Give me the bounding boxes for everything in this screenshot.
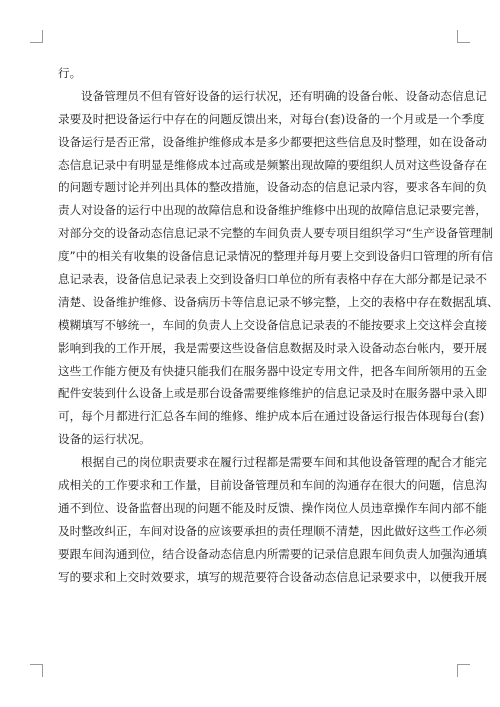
text-line: 根据自己的岗位职责要求在履行过程都是需要车间和其他设备管理的配合才能完: [81, 455, 487, 470]
text-line: 配件安装到什么设备上或是那台设备需要维修维护的信息记录及时在服务器中录入即: [58, 386, 487, 401]
text-line: 通不到位、设备监督出现的问题不能及时反馈、操作岗位人员违章操作车间内部不能: [58, 500, 487, 515]
text-line: 写的要求和上交时效要求，填写的规范要符合设备动态信息记录要求中，以便我开展: [58, 569, 487, 584]
text-line: 度”中的相关有收集的设备信息记录情况的整理并每月要上交到设备归口管理的所有信: [58, 249, 493, 264]
text-line: 行。: [58, 66, 82, 80]
crop-mark-bottom-left: [30, 664, 43, 677]
text-line: 成相关的工作要求和工作量，目前设备管理员和车间的沟通存在很大的问题，信息沟: [58, 478, 487, 493]
text-line: 息记录表，设备信息记录表上交到设备归口单位的所有表格中存在大部分都是记录不: [58, 272, 487, 287]
text-line: 可，每个月都进行汇总各车间的维修、维护成本后在通过设备运行报告体现每台(套): [58, 409, 485, 424]
text-line: 态信息记录中有明显是维修成本过高或是频繁出现故障的要组织人员对这些设备存在: [58, 157, 487, 172]
text-line: 影响到我的工作开展，我是需要这些设备信息数据及时录入设备动态台帐内，要开展: [58, 340, 487, 355]
text-line: 设备的运行状况。: [58, 432, 151, 447]
text-line: 责人对设备的运行中出现的故障信息和设备维护维修中出现的故障信息记录要完善，: [58, 203, 487, 218]
text-line: 录要及时把设备运行中存在的问题反馈出来，对每台(套)设备的一个月或是一个季度: [58, 111, 485, 126]
crop-mark-top-right: [457, 30, 470, 43]
text-line: 这些工作能方便及有快捷只能我们在服务器中设定专用文件，把各车间所领用的五金: [58, 363, 487, 378]
text-line: 设备管理员不但有管好设备的运行状况，还有明确的设备台帐、设备动态信息记: [81, 88, 487, 103]
crop-mark-bottom-right: [457, 664, 470, 677]
text-line: 要跟车间沟通到位，结合设备动态信息内所需要的记录信息跟车间负责人加强沟通填: [58, 546, 487, 561]
text-line: 模糊填写不够统一，车间的负责人上交设备信息记录表的不能按要求上交这样会直接: [58, 317, 487, 332]
text-line: 的问题专题讨论并列出具体的整改措施，设备动态的信息记录内容，要求各车间的负: [58, 180, 487, 195]
crop-mark-top-left: [30, 30, 43, 43]
document-body: [58, 62, 499, 588]
text-line: 清楚、设备维护维修、设备病历卡等信息记录不够完整，上交的表格中存在数据乱填、: [58, 294, 499, 309]
text-line: 对部分交的设备动态信息记录不完整的车间负责人要专项目组织学习“生产设备管理制: [58, 226, 493, 241]
text-line: 及时整改纠正，车间对设备的应该要承担的责任理顺不清楚，因此做好这些工作必须: [58, 523, 487, 538]
text-line: 设备运行是否正常，设备维护维修成本是多少都要把这些信息及时整理，如在设备动: [58, 134, 487, 149]
